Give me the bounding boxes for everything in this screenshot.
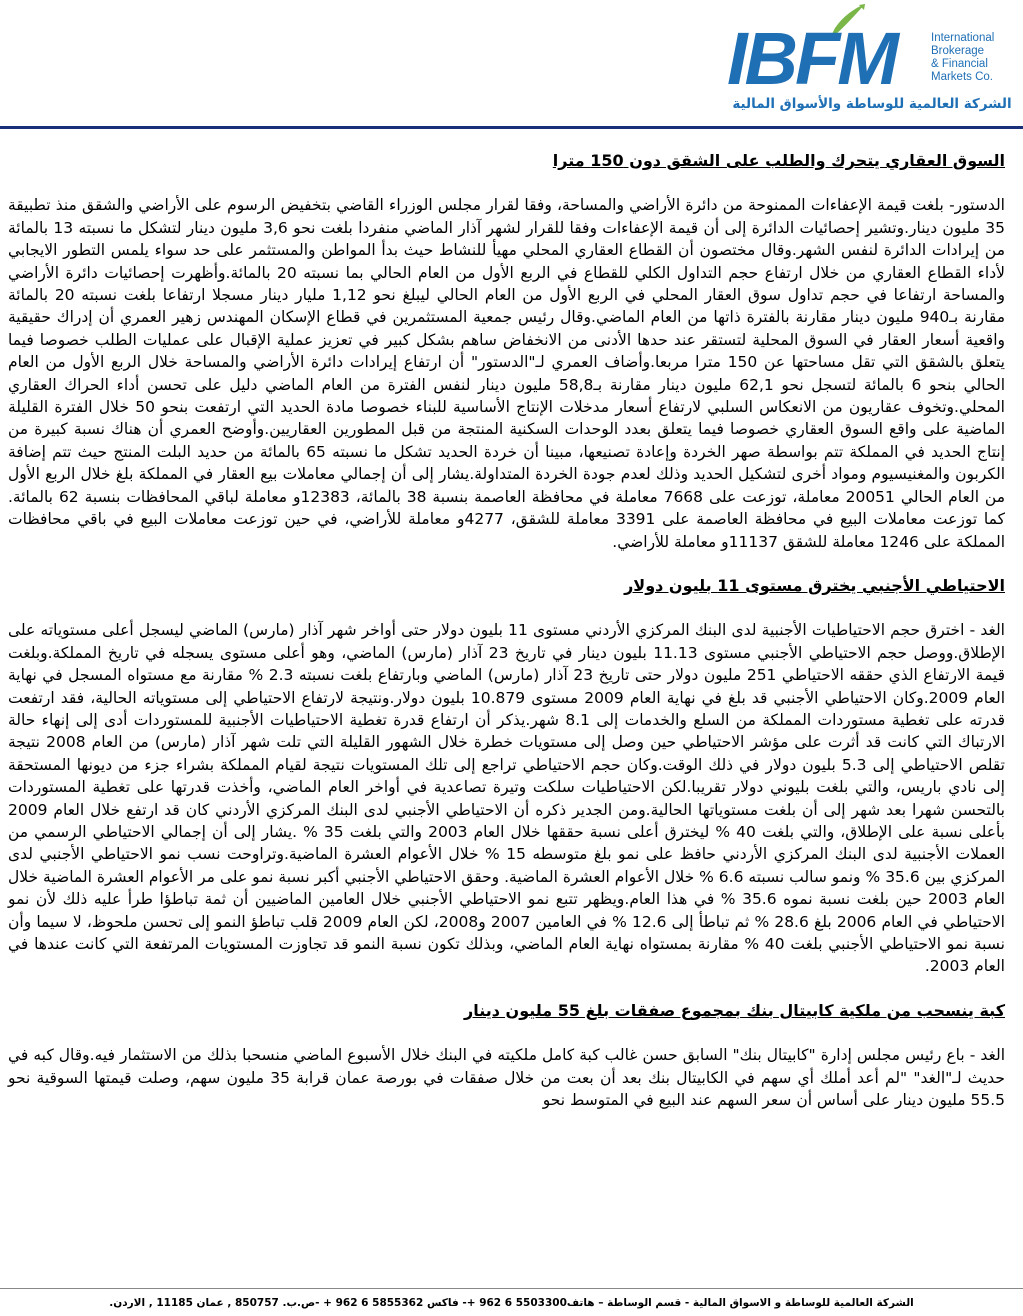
logo-mark: IBFM <box>727 17 896 100</box>
footer-divider <box>0 1288 1023 1289</box>
logo-english-name <box>931 32 1021 84</box>
page-footer: الشركة العالمية للوساطة و الاسواق المالية - قسم الوساطة – هاتف5503300 6 962 +- فاكس 5855362 6 962 + -ص.ب. 850757 , عمان 11185 , الاردن. <box>109 1297 914 1309</box>
page-header <box>0 0 1023 122</box>
article-title: الاحتياطي الأجنبي يخترق مستوى 11 بليون دولار <box>624 575 1005 595</box>
logo-en-line: & Financial <box>931 58 988 70</box>
article-body: الغد - باع رئيس مجلس إدارة "كابيتال بنك" السابق حسن غالب كبة كامل ملكيته في البنك خلال الأسبوع الماضي منسحبا بذلك من الاستثمار فيه.وقال كبه في حديث لـ"الغد" "لم أعد أملك أي سهم في الكابيتال بنك بعد أن بعت من خلال صفقات في بورصة عمان قرابة 35 مليون سهم، وصلت قيمتها السوقية نحو 55.5 مليون دينار على أساس أن سعر السهم عند البيع في المتوسط نحو <box>8 1046 1005 1110</box>
article-title: السوق العقاري يتحرك والطلب على الشقق دون 150 مترا <box>552 151 1005 170</box>
logo-en-line: Markets Co. <box>931 71 993 83</box>
logo-arabic-name: الشركة العالمية للوساطة والأسواق المالية <box>732 96 1012 112</box>
header-divider <box>0 126 1023 129</box>
logo-en-line: International <box>931 32 995 44</box>
document-body <box>8 150 1005 1133</box>
company-logo <box>727 2 1017 118</box>
logo-en-line: Brokerage <box>931 45 985 57</box>
article-body: الغد - اخترق حجم الاحتياطيات الأجنبية لدى البنك المركزي الأردني مستوى 11 بليون دولار حتى أواخر شهر آذار (مارس) الماضي ليسجل أعلى مستوياته على الإطلاق.ووصل حجم الاحتياطي الأجنبي مستوى 11.13 بليون دينار في تاريخ 23 آذار (مارس) الماضي، وهو أعلى مستوى يسجله في تاريخ المملكة.وبلغت قيمة الارتفاع الذي حققه الاحتياطي 251 مليون دولار حتى تاريخ 23 آذار (مارس) الماضي وبارتفاع بلغت نسبته 2.3 % مقارنة مع مستواه المسجل في نهاية العام 2009.وكان الاحتياطي الأجنبي قد بلغ في نهاية العام 2009 مستوى 10.879 بليون دولار.ونتيجة لارتفاع الاحتياطي إلى مستوياته الحالية، فقد ارتفعت قدرته على تغطية مستوردات المملكة من السلع والخدمات إلى 8.1 شهر.يذكر أن ارتفاع قدرة تغطية الاحتياطيات الأجنبية للمستوردات أدى إلى إنهاء حالة الارتباك التي كانت قد أثرت على مؤشر الاحتياطي حين وصل إلى مستويات خطرة خلال الشهور القليلة التي تلت شهر آذار (مارس) من العام 2008 نتيجة تقلص الاحتياطي إلى 5.3 بليون دولار في ذلك الوقت.وكان حجم الاحتياطي تراجع إلى تلك المستويات نتيجة لقيام المملكة بشراء جزء من ديونها المستحقة إلى نادي باريس، والتي بلغت بليوني دولار تقريبا.لكن الاحتياطيات سلكت وتيرة تصاعدية في أواخر العام الماضي، وأخذت قدرتها على تغطية المستوردات بالتحسن شهرا بعد شهر إلى أن بلغت مستوياتها الحالية.ومن الجدير ذكره أن الاحتياطي الأجنبي لدى البنك المركزي الأردني كان قد ارتفع خلال العام 2009 بأعلى نسبة على الإطلاق، والتي بلغت 40 % ليخترق أعلى نسبة حققها خلال العام 2003 والتي بلغت 35 % .يشار إلى أن إجمالي الاحتياطي الرسمي من العملات الأجنبية لدى البنك المركزي الأردني حافظ على نمو بلغ متوسطه 15 % خلال الأعوام العشرة الماضية.وتراوحت نسب نمو الاحتياطي الأجنبي لدى المركزي بين 35.6 % ونمو سالب نسبته 6.6 % خلال الأعوام العشرة الماضية. وحقق الاحتياطي الأجنبي أكبر نسبة نمو على مر الأعوام العشرة الماضية خلال العام 2003 حين بلغت نسبة نموه 35.6 % في هذا العام.ويظهر تتبع نمو الاحتياطي الأجنبي خلال العامين الماضيين أن ثمة تباطؤا طرأ عليه ذلك لأن نمو الاحتياطي في العام 2006 بلغ 28.6 % ثم تباطأ إلى 12.6 % في العامين 2007 و2008، لكن العام 2009 قلب تباطؤ النمو إلى تحسن ملحوظ، لا سيما وأن نسبة نمو الاحتياطي الأجنبي بلغت 40 % مقارنة بمستواه نهاية العام الماضي، وبذلك تكون نسبة النمو قد تجاوزت المستويات المرتفعة التي كانت عندها في العام 2003. <box>8 621 1006 976</box>
article-body: الدستور- بلغت قيمة الإعفاءات الممنوحة من دائرة الأراضي والمساحة، وفقا لقرار مجلس الوزراء القاضي بتخفيض الرسوم على الأراضي والشقق منذ تطبيقة 35 مليون دينار.وتشير إحصائيات الدائرة إلى أن قيمة الإعفاءات وفقا للقرار لشهر آذار الماضي منفردا بلغت نحو 3,6 مليون دينار لتشكل ما نسبته 13 بالمائة من إيرادات الدائرة لنفس الشهر.وقال مختصون أن القطاع العقاري المحلي مهيأ للنشاط حيث بدأ المواطن والمستثمر على حد سواء يلمس التطور الايجابي لأداء القطاع العقاري من خلال ارتفاع حجم التداول الكلي للقطاع في الربع الأول من العام الحالي بما نسبته 20 بالمائة.وأظهرت إحصائيات دائرة الأراضي والمساحة ارتفاعا في حجم تداول سوق العقار المحلي في الربع الأول من العام الحالي ليبلغ نحو 1,12 مليار دينار مسجلا ارتفاعا بلغت نسبته 20 بالمائة مقارنة بـ940 مليون دينار مقارنة بالفترة ذاتها من العام الماضي.وقال رئيس جمعية المستثمرين في قطاع الإسكان المهندس زهير العمري أن إدراك حقيقية واقعية أسعار العقار في السوق المحلية لتستقر عند حدها الأدنى من الانخفاض ساهم بشكل كبير في تعزيز عملية الإقبال على عمليات الطلب خصوصا فيما يتعلق بالشقق التي تقل مساحتها عن 150 مترا مربعا.وأضاف العمري لـ"الدستور" أن ارتفاع إيرادات دائرة الأراضي والمساحة خلال الربع الأول من العام الحالي بنحو 6 بالمائة لتسجل نحو 62,1 مليون دينار مقارنة بـ58,8 مليون دينار لنفس الفترة من العام الماضي دليل على تحسن أداء الحراك العقاري المحلي.وتخوف عقاريون من الانعكاس السلبي لارتفاع أسعار مدخلات الإنتاج الأساسية للبناء خصوصا مادة الحديد التي ارتفعت بنحو 50 خلال الفترة القليلة الماضية على واقع السوق العقاري خصوصا فيما يتعلق بعدد الوحدات السكنية المنتجة من قبل المطورين العقاريين.وأوضح العمري أن هناك نسبة كبيرة من إنتاج الحديد في المملكة تتم بواسطة صهر الخردة وإعادة تصنيعها، مبينا أن خردة الحديد تشكل ما نسبته 65 بالمائة من حديد البلت المنتج حيث تتم إضافة الكربون والمغنيسيوم ومواد أخرى لتشكيل الحديد وذلك لعدم جودة الخردة المتداولة.يشار إلى أن إجمالي معاملات بيع العقار في المملكة بلغ خلال الربع الأول من العام الحالي 20051 معاملة، توزعت على 7668 معاملة في محافظة العاصمة بنسبة 38 بالمائة، 12383و معاملة لباقي المحافظات بنسبة 62 بالمائة. كما توزعت معاملات البيع في محافظة العاصمة على 3391 معاملة للشقق، 4277و معاملة للأراضي، في حين توزعت معاملات البيع في باقي محافظات المملكة على 1246 معاملة للشقق 11137و معاملة للأراضي. <box>8 196 1006 551</box>
article-title: كبة ينسحب من ملكية كابيتال بنك بمجموع صفقات بلغ 55 مليون دينار <box>464 1000 1005 1020</box>
